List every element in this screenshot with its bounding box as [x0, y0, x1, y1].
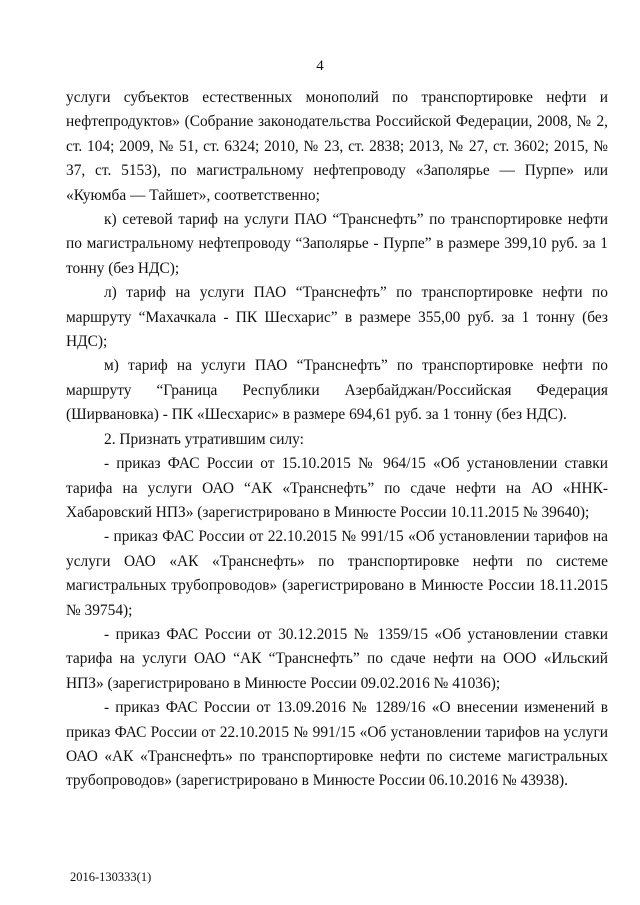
document-code: 2016-130333(1)	[70, 870, 152, 884]
page-number: 4	[316, 58, 324, 74]
paragraph-item-m: м) тариф на услуги ПАО “Транснефть” по транспортировке нефти по маршруту “Граница Республики Азербайджан/Российская Федерация (Ширвановка) - ПК «Шесхарис» в размере 694,61 руб. за 1 тонну (без НДС).	[66, 357, 608, 424]
paragraph-continuation: услуги субъектов естественных монополий по транспортировке нефти и нефтепродуктов» (Собрание законодательства Российской Федерации, 2008, № 2, ст. 104; 2009, № 51, ст. 6324; 2010, № 23, ст. 2838; 2013, № 27, ст. 3602; 2015, № 37, ст. 5153), по магистральному нефтепроводу «Заполярье — Пурпе» или «Куюмба — Тайшет», соответственно;	[66, 89, 608, 204]
paragraph-repeal-4: - приказ ФАС России от 13.09.2016 № 1289/16 «О внесении изменений в приказ ФАС России от 22.10.2015 № 991/15 «Об установлении тарифов на услуги ОАО «АК «Транснефть» по транспортировке нефти по системе магистральных трубопроводов» (зарегистрировано в Минюсте России 06.10.2016 № 43938).	[66, 699, 608, 790]
paragraph-repeal-3: - приказ ФАС России от 30.12.2015 № 1359/15 «Об установлении ставки тарифа на услуги ОАО “АК “Транснефть” по сдаче нефти на ООО «Ильский НПЗ» (зарегистрировано в Минюсте России 09.02.2016 № 41036);	[66, 625, 608, 692]
document-body	[66, 86, 608, 794]
paragraph-section-2: 2. Признать утратившим силу:	[104, 430, 304, 448]
paragraph-item-l: л) тариф на услуги ПАО “Транснефть” по транспортировке нефти по маршруту “Махачкала - ПК Шесхарис” в размере 355,00 руб. за 1 тонну (без НДС);	[66, 284, 608, 351]
paragraph-repeal-2: - приказ ФАС России от 22.10.2015 № 991/15 «Об установлении тарифов на услуги ОАО «АК «Транснефть» по транспортировке нефти по системе магистральных трубопроводов» (зарегистрировано в Минюсте России 18.11.2015 № 39754);	[66, 528, 608, 619]
paragraph-item-k: к) сетевой тариф на услуги ПАО “Транснефть” по транспортировке нефти по магистральному нефтепроводу “Заполярье - Пурпе” в размере 399,10 руб. за 1 тонну (без НДС);	[66, 211, 608, 277]
paragraph-repeal-1: - приказ ФАС России от 15.10.2015 № 964/15 «Об установлении ставки тарифа на услуги ОАО “АК «Транснефть” по сдаче нефти на АО «ННК-Хабаровский НПЗ» (зарегистрировано в Минюсте России 10.11.2015 № 39640);	[66, 455, 608, 521]
